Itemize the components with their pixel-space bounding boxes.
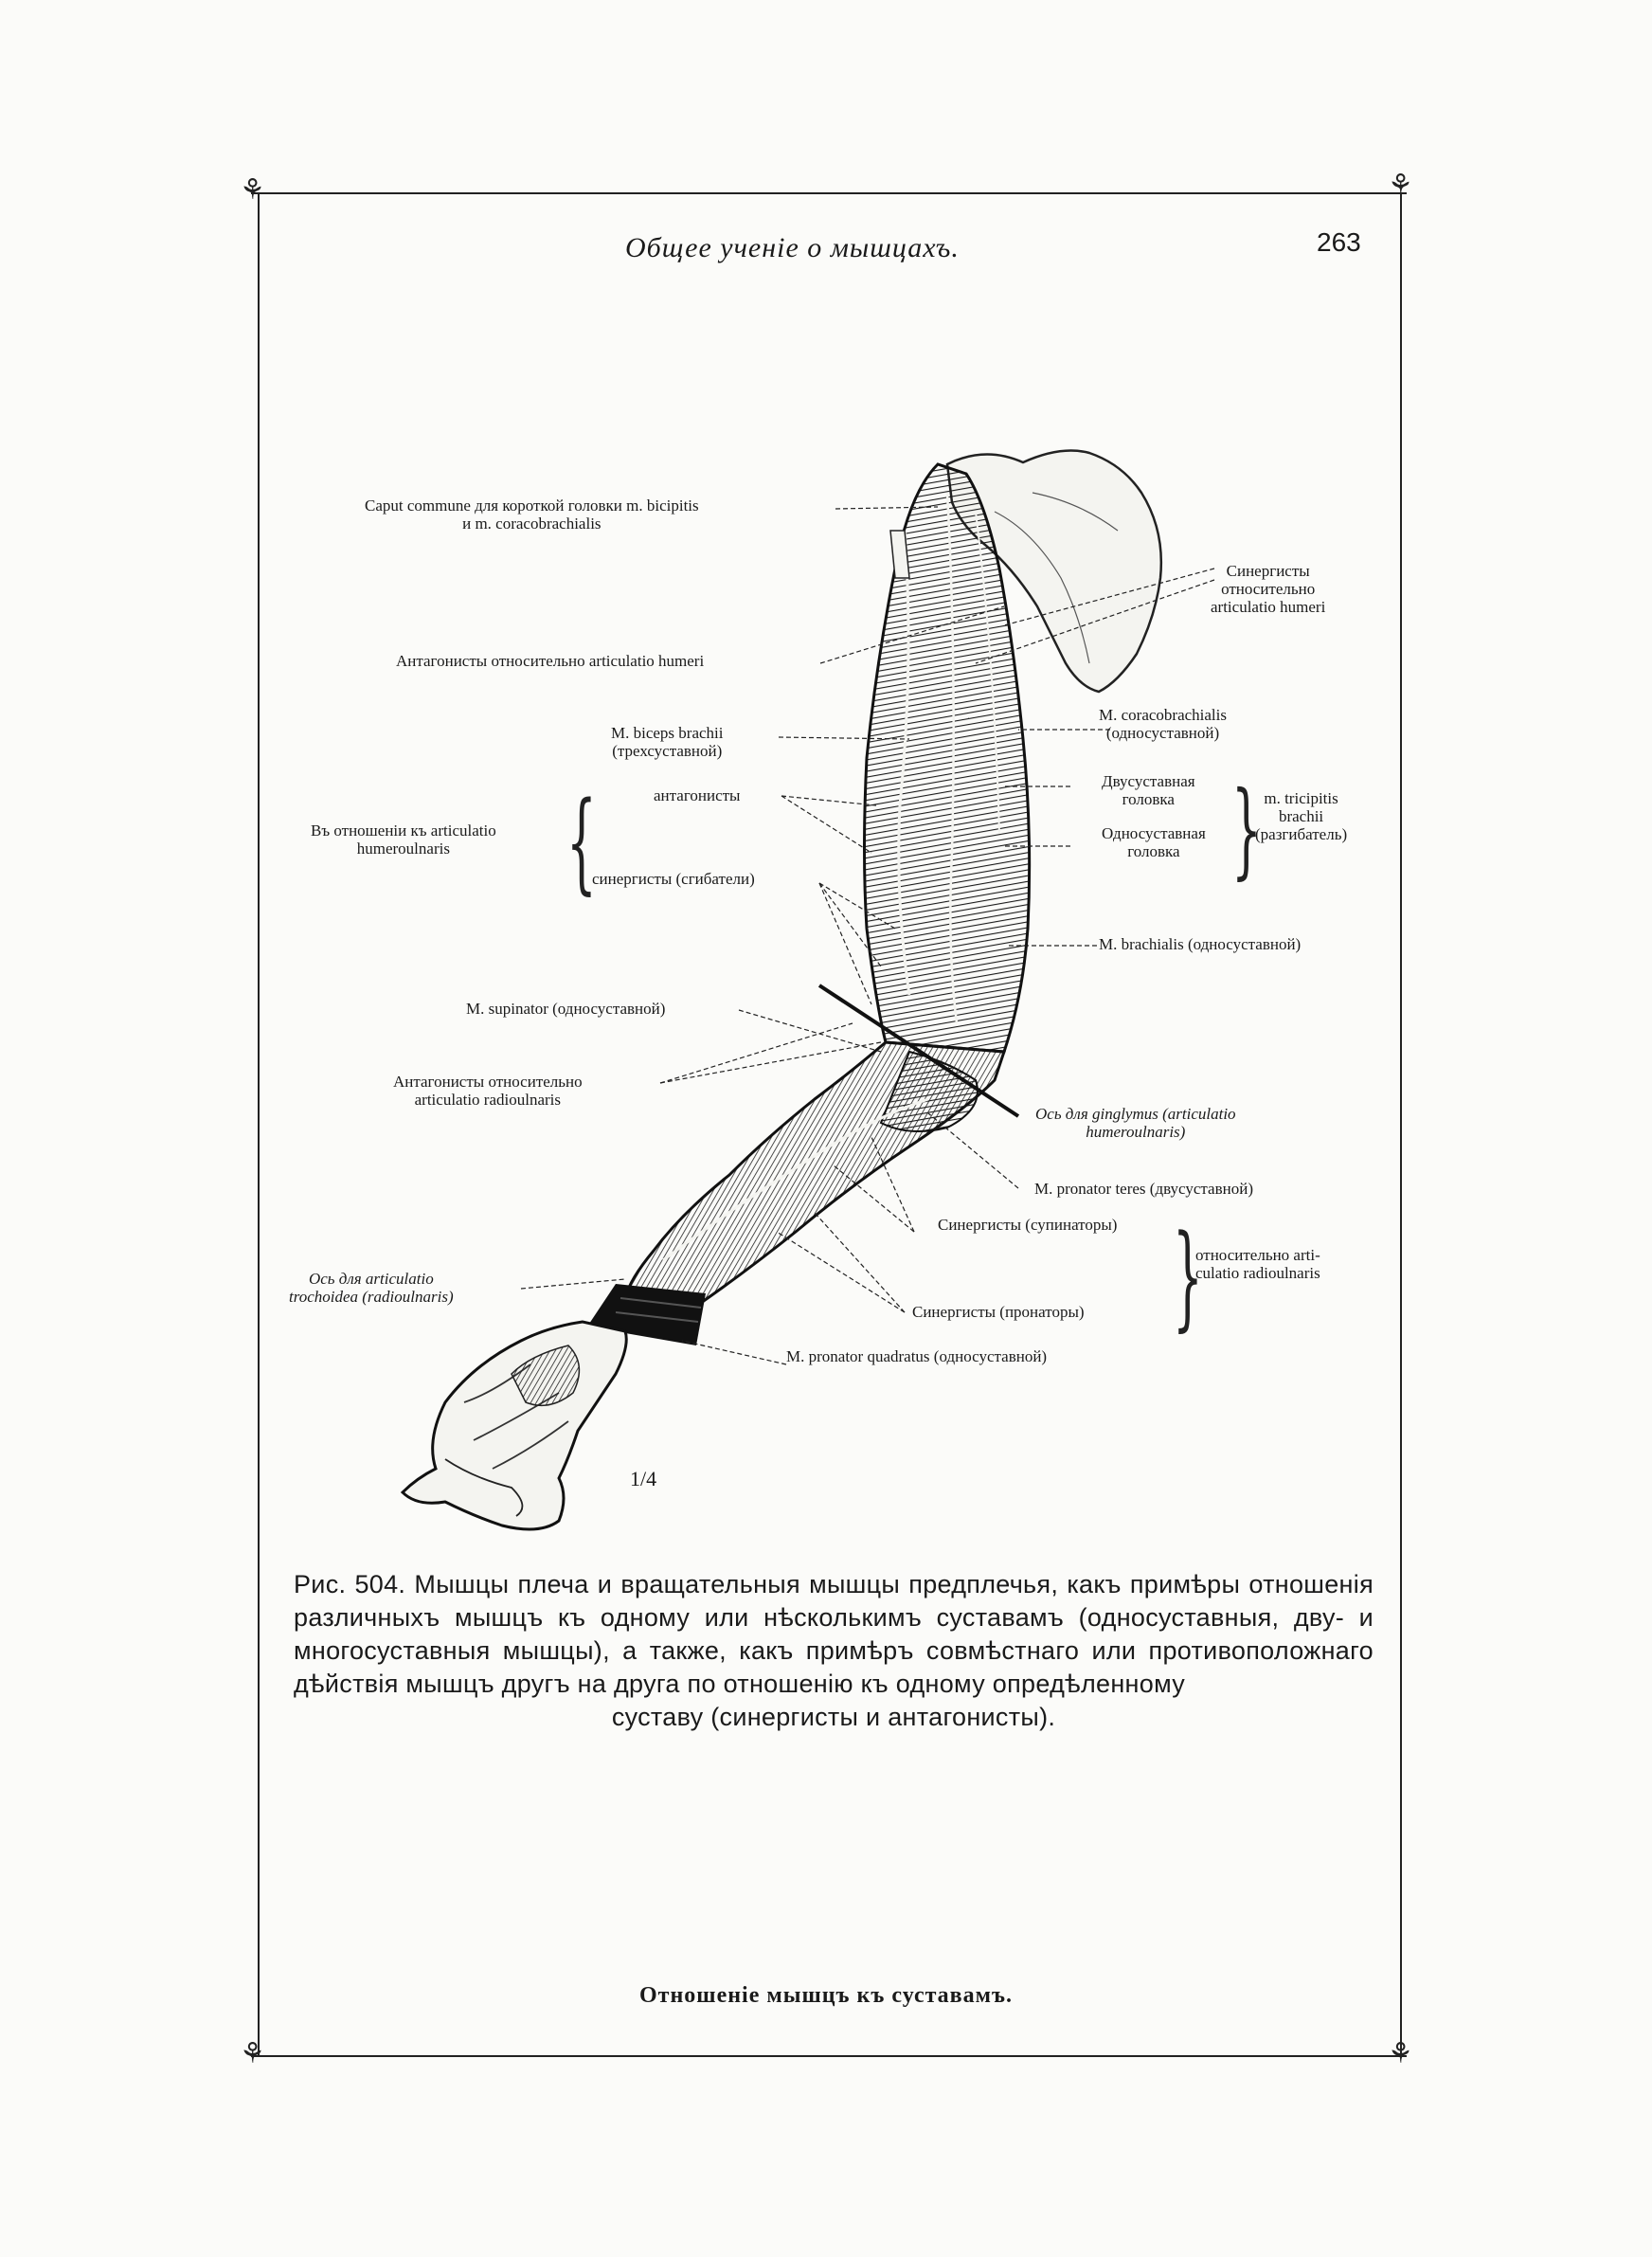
- label-synergists-shoulder-line1: Синергисты: [1226, 562, 1310, 580]
- label-biceps: [611, 724, 724, 760]
- label-triceps-line3: (разгибатель): [1255, 825, 1348, 843]
- label-supinator: M. supinator (односуставной): [466, 1000, 666, 1018]
- label-coracobrachialis: [1099, 706, 1227, 742]
- label-two-joint-head-line2: головка: [1122, 790, 1175, 808]
- label-antagonists-radioulnar-line2: articulatio radioulnaris: [414, 1091, 561, 1109]
- label-humeroulnar-group: [311, 822, 496, 858]
- humeroulnar-group-brace: {: [566, 779, 597, 906]
- figure-caption-text: Рис. 504. Мышцы плеча и вращательныя мышцы предплечья, какъ примѣры отношенія различныхъ мышцъ къ одному или нѣсколькимъ суставамъ (односуставныя, дву- и многосуставныя мышцы), а также, какъ примѣръ совмѣстнаго или противоположнаго дѣйствія мышцъ другъ на друга по отношенію къ одному опредѣленному: [294, 1570, 1374, 1698]
- label-synergists-shoulder-line3: articulatio humeri: [1211, 598, 1326, 616]
- label-synergists-flexors: синергисты (сгибатели): [592, 870, 755, 888]
- frame-corner-ornament-bl: ⚘: [240, 2037, 265, 2070]
- label-biceps-line2: (трехсуставной): [612, 742, 723, 760]
- label-antagonists-radioulnar: [393, 1073, 583, 1109]
- label-humeroulnar-group-line1: Въ отношеніи къ articulatio: [311, 822, 496, 840]
- label-two-joint-head-line1: Двусуставная: [1102, 772, 1195, 790]
- label-caput-commune-line1: Caput commune для короткой головки m. bicipitis: [365, 497, 699, 515]
- frame-corner-ornament-br: ⚘: [1388, 2037, 1413, 2070]
- label-brachialis: M. brachialis (односуставной): [1099, 935, 1302, 953]
- label-ginglymus-axis: [1035, 1105, 1236, 1141]
- label-pronator-quadratus: M. pronator quadratus (односуставной): [786, 1347, 1048, 1365]
- label-triceps-line1: m. tricipitis: [1264, 789, 1338, 807]
- label-two-joint-head: [1102, 772, 1195, 808]
- label-trochoidea-axis-line1: Ось для articulatio: [308, 1270, 434, 1288]
- label-one-joint-head-line1: Односуставная: [1102, 824, 1206, 842]
- label-antagonists: антагонисты: [654, 786, 741, 804]
- figure-caption-last-line: суставу (синергисты и антагонисты).: [611, 1703, 1056, 1731]
- label-ginglymus-axis-line1: Ось для ginglymus (articulatio: [1035, 1105, 1236, 1123]
- label-ginglymus-axis-line2: humeroulnaris): [1086, 1123, 1186, 1141]
- label-humeroulnar-group-line2: humeroulnaris: [356, 840, 450, 858]
- label-caput-commune: [365, 497, 699, 533]
- figure-caption: [294, 1568, 1374, 1734]
- label-trochoidea-axis: [289, 1270, 454, 1306]
- label-triceps-line2: brachii: [1278, 807, 1324, 825]
- label-antagonists-radioulnar-line1: Антагонисты относительно: [393, 1073, 583, 1091]
- label-coracobrachialis-line1: M. coracobrachialis: [1099, 706, 1227, 724]
- radioulnar-brace: }: [1173, 1211, 1203, 1344]
- label-biceps-line1: M. biceps brachii: [611, 724, 724, 742]
- label-antagonists-shoulder: Антагонисты относительно articulatio humeri: [396, 652, 705, 670]
- label-pronator-teres: M. pronator teres (двусуставной): [1034, 1180, 1253, 1198]
- triceps-brace: }: [1231, 769, 1262, 891]
- label-synergists-shoulder-line2: относительно: [1221, 580, 1316, 598]
- label-one-joint-head: [1102, 824, 1206, 860]
- label-synergists-supinators: Синергисты (супинаторы): [938, 1216, 1118, 1234]
- scale-label: 1/4: [630, 1467, 657, 1490]
- page-number: 263: [1317, 227, 1361, 257]
- frame-corner-ornament-tr: ⚘: [1388, 169, 1413, 202]
- label-one-joint-head-line2: головка: [1127, 842, 1180, 860]
- label-radioulnar-relative-line1: относительно arti-: [1195, 1246, 1320, 1264]
- frame-corner-ornament-tl: ⚘: [240, 173, 265, 207]
- hand: [403, 1322, 626, 1529]
- running-header-title: Общее ученіе о мышцахъ.: [625, 232, 960, 263]
- label-synergists-pronators: Синергисты (пронаторы): [912, 1303, 1085, 1321]
- label-radioulnar-relative: [1195, 1246, 1320, 1282]
- label-coracobrachialis-line2: (односуставной): [1105, 724, 1220, 742]
- label-synergists-shoulder: [1211, 562, 1325, 616]
- section-title: Отношеніе мышцъ къ суставамъ.: [639, 1983, 1013, 2008]
- label-caput-commune-line2: и m. coracobrachialis: [462, 515, 602, 533]
- label-trochoidea-axis-line2: trochoidea (radioulnaris): [289, 1288, 454, 1306]
- label-triceps: [1255, 789, 1347, 843]
- label-radioulnar-relative-line2: culatio radioulnaris: [1195, 1264, 1320, 1282]
